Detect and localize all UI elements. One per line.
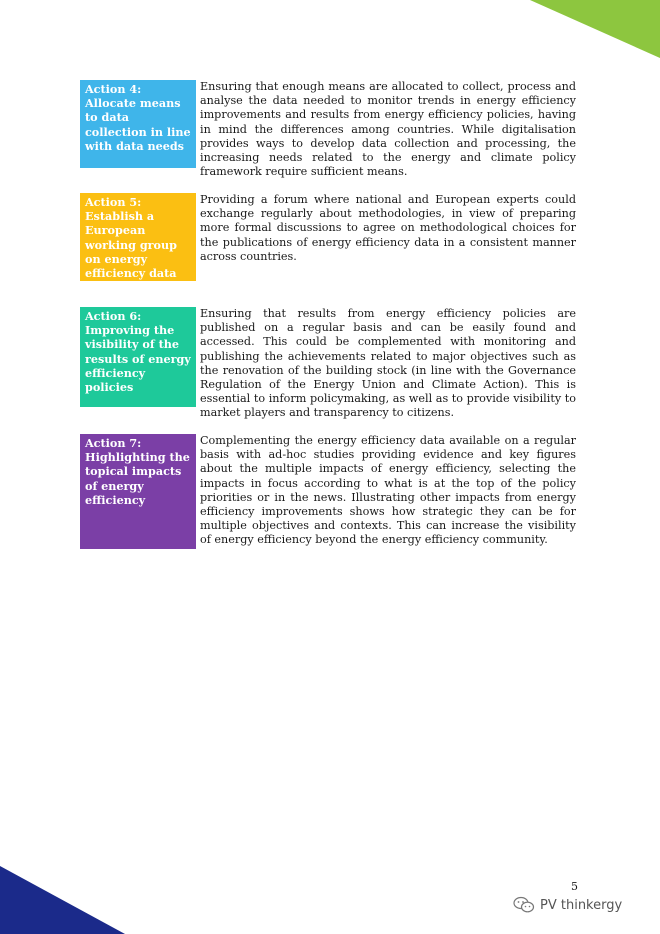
- action-5-description: Providing a forum where national and European experts could exchange regularly about methodologies, in view of preparing more formal discussions to agree on methodological choices for the publications of energy efficiency data in a consistent manner across countries.: [200, 193, 576, 263]
- action-6-description: Ensuring that results from energy efficiency policies are published on a regular basis and can be easily found and accessed. This could be complemented with monitoring and publishing the achievements related to major objectives such as the renovation of the building stock (in line with the Governance Regulation of the Energy Union and Climate Action). This is essential to inform policymaking, as well as to provide visibility to market players and transparency to citizens.: [200, 307, 576, 420]
- corner-accent-top: [530, 0, 660, 58]
- wechat-icon: [513, 896, 535, 914]
- action-4-label: Action 4: Allocate means to data collection in line with data needs: [80, 80, 196, 168]
- action-6-label: Action 6: Improving the visibility of the results of energy efficiency policies: [80, 307, 196, 407]
- action-7-description: Complementing the energy efficiency data available on a regular basis with ad-hoc studies providing evidence and key figures about the multiple impacts of energy efficiency, selecting the impacts in focus according to what is at the top of the policy priorities or in the news. Illustrating other impacts from energy efficiency improvements shows how strategic they can be for multiple objectives and contexts. This can increase the visibility of energy efficiency beyond the energy efficiency community.: [200, 434, 576, 547]
- action-7-label: Action 7: Highlighting the topical impacts of energy efficiency: [80, 434, 196, 549]
- action-4-block: [80, 80, 576, 179]
- action-5-label: Action 5: Establish a European working group on energy efficiency data: [80, 193, 196, 281]
- corner-accent-bottom: [0, 866, 125, 934]
- action-7-block: [80, 434, 576, 549]
- action-4-description: Ensuring that enough means are allocated to collect, process and analyse the data needed to monitor trends in energy efficiency improvements and results from energy efficiency policies, having in mind the differences among countries. While digitalisation provides ways to develop data collection and processing, the increasing needs related to the energy and climate policy framework require sufficient means.: [200, 80, 576, 179]
- action-5-block: [80, 193, 576, 281]
- page-number: 5: [571, 880, 578, 893]
- brand-name: PV thinkergy: [540, 897, 623, 913]
- action-6-block: [80, 307, 576, 421]
- brand-mark: [513, 896, 622, 914]
